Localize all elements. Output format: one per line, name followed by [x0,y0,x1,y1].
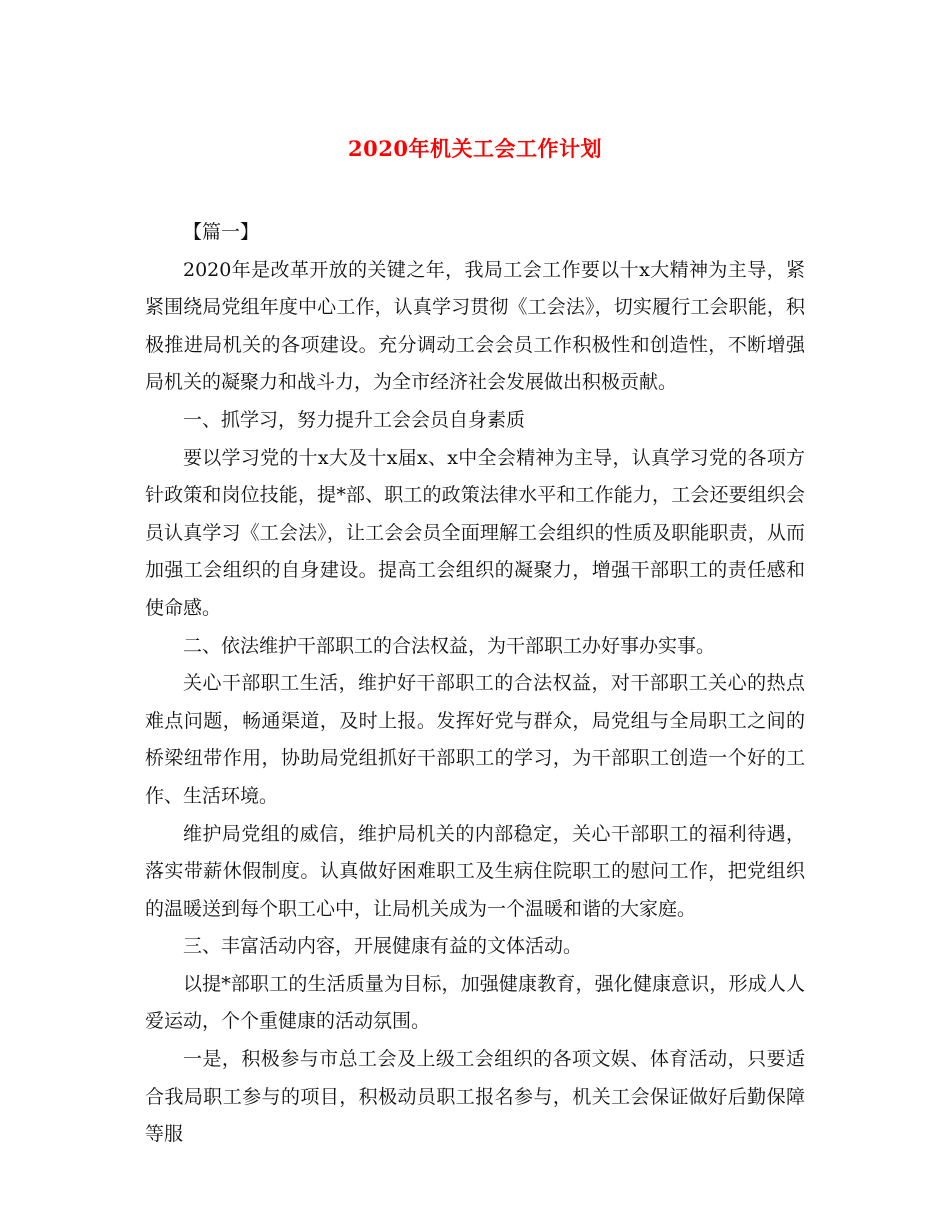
section-label-part-one: 【篇一】 [183,221,260,243]
document-title: 2020年机关工会工作计划 [348,136,602,161]
paragraph-activities: 以提*部职工的生活质量为目标，加强健康教育，强化健康意识，形成人人爱运动，个个重健康的活动氛围。 [145,972,805,1033]
heading-section-3: 三、丰富活动内容，开展健康有益的文体活动。 [183,935,583,958]
paragraph-rights-1: 关心干部职工生活，维护好干部职工的合法权益，对干部职工关心的热点难点问题，畅通渠道，及时上报。发挥好党与群众，局党组与全局职工之间的桥梁纽带作用，协助局党组抓好干部职工的学习，为干部职工创造一个好的工作、生活环境。 [145,672,805,807]
document-body [145,214,805,1154]
paragraph-intro: 2020年是改革开放的关键之年，我局工会工作要以十x大精神为主导，紧紧围绕局党组年度中心工作，认真学习贯彻《工会法》，切实履行工会职能，积极推进局机关的各项建设。充分调动工会会员工作积极性和创造性，不断增强局机关的凝聚力和战斗力，为全市经济社会发展做出积极贡献。 [145,258,805,394]
paragraph-first-point: 一是，积极参与市总工会及上级工会组织的各项文娱、体育活动，只要适合我局职工参与的项目，积极动员职工报名参与，机关工会保证做好后勤保障等服 [145,1048,805,1146]
heading-section-2: 二、依法维护干部职工的合法权益，为干部职工办好事办实事。 [183,634,716,657]
paragraph-rights-2: 维护局党组的威信，维护局机关的内部稳定，关心干部职工的福利待遇，落实带薪休假制度。认真做好困难职工及生病住院职工的慰问工作，把党组织的温暖送到每个职工心中，让局机关成为一个温暖和谐的大家庭。 [145,822,805,920]
heading-section-1: 一、抓学习，努力提升工会会员自身素质 [183,408,526,431]
paragraph-study: 要以学习党的十x大及十x届x、x中全会精神为主导，认真学习党的各项方针政策和岗位技能，提*部、职工的政策法律水平和工作能力，工会还要组织会员认真学习《工会法》，让工会会员全面理解工会组织的性质及职能职责，从而加强工会组织的自身建设。提高工会组织的凝聚力，增强干部职工的责任感和使命感。 [145,446,805,619]
